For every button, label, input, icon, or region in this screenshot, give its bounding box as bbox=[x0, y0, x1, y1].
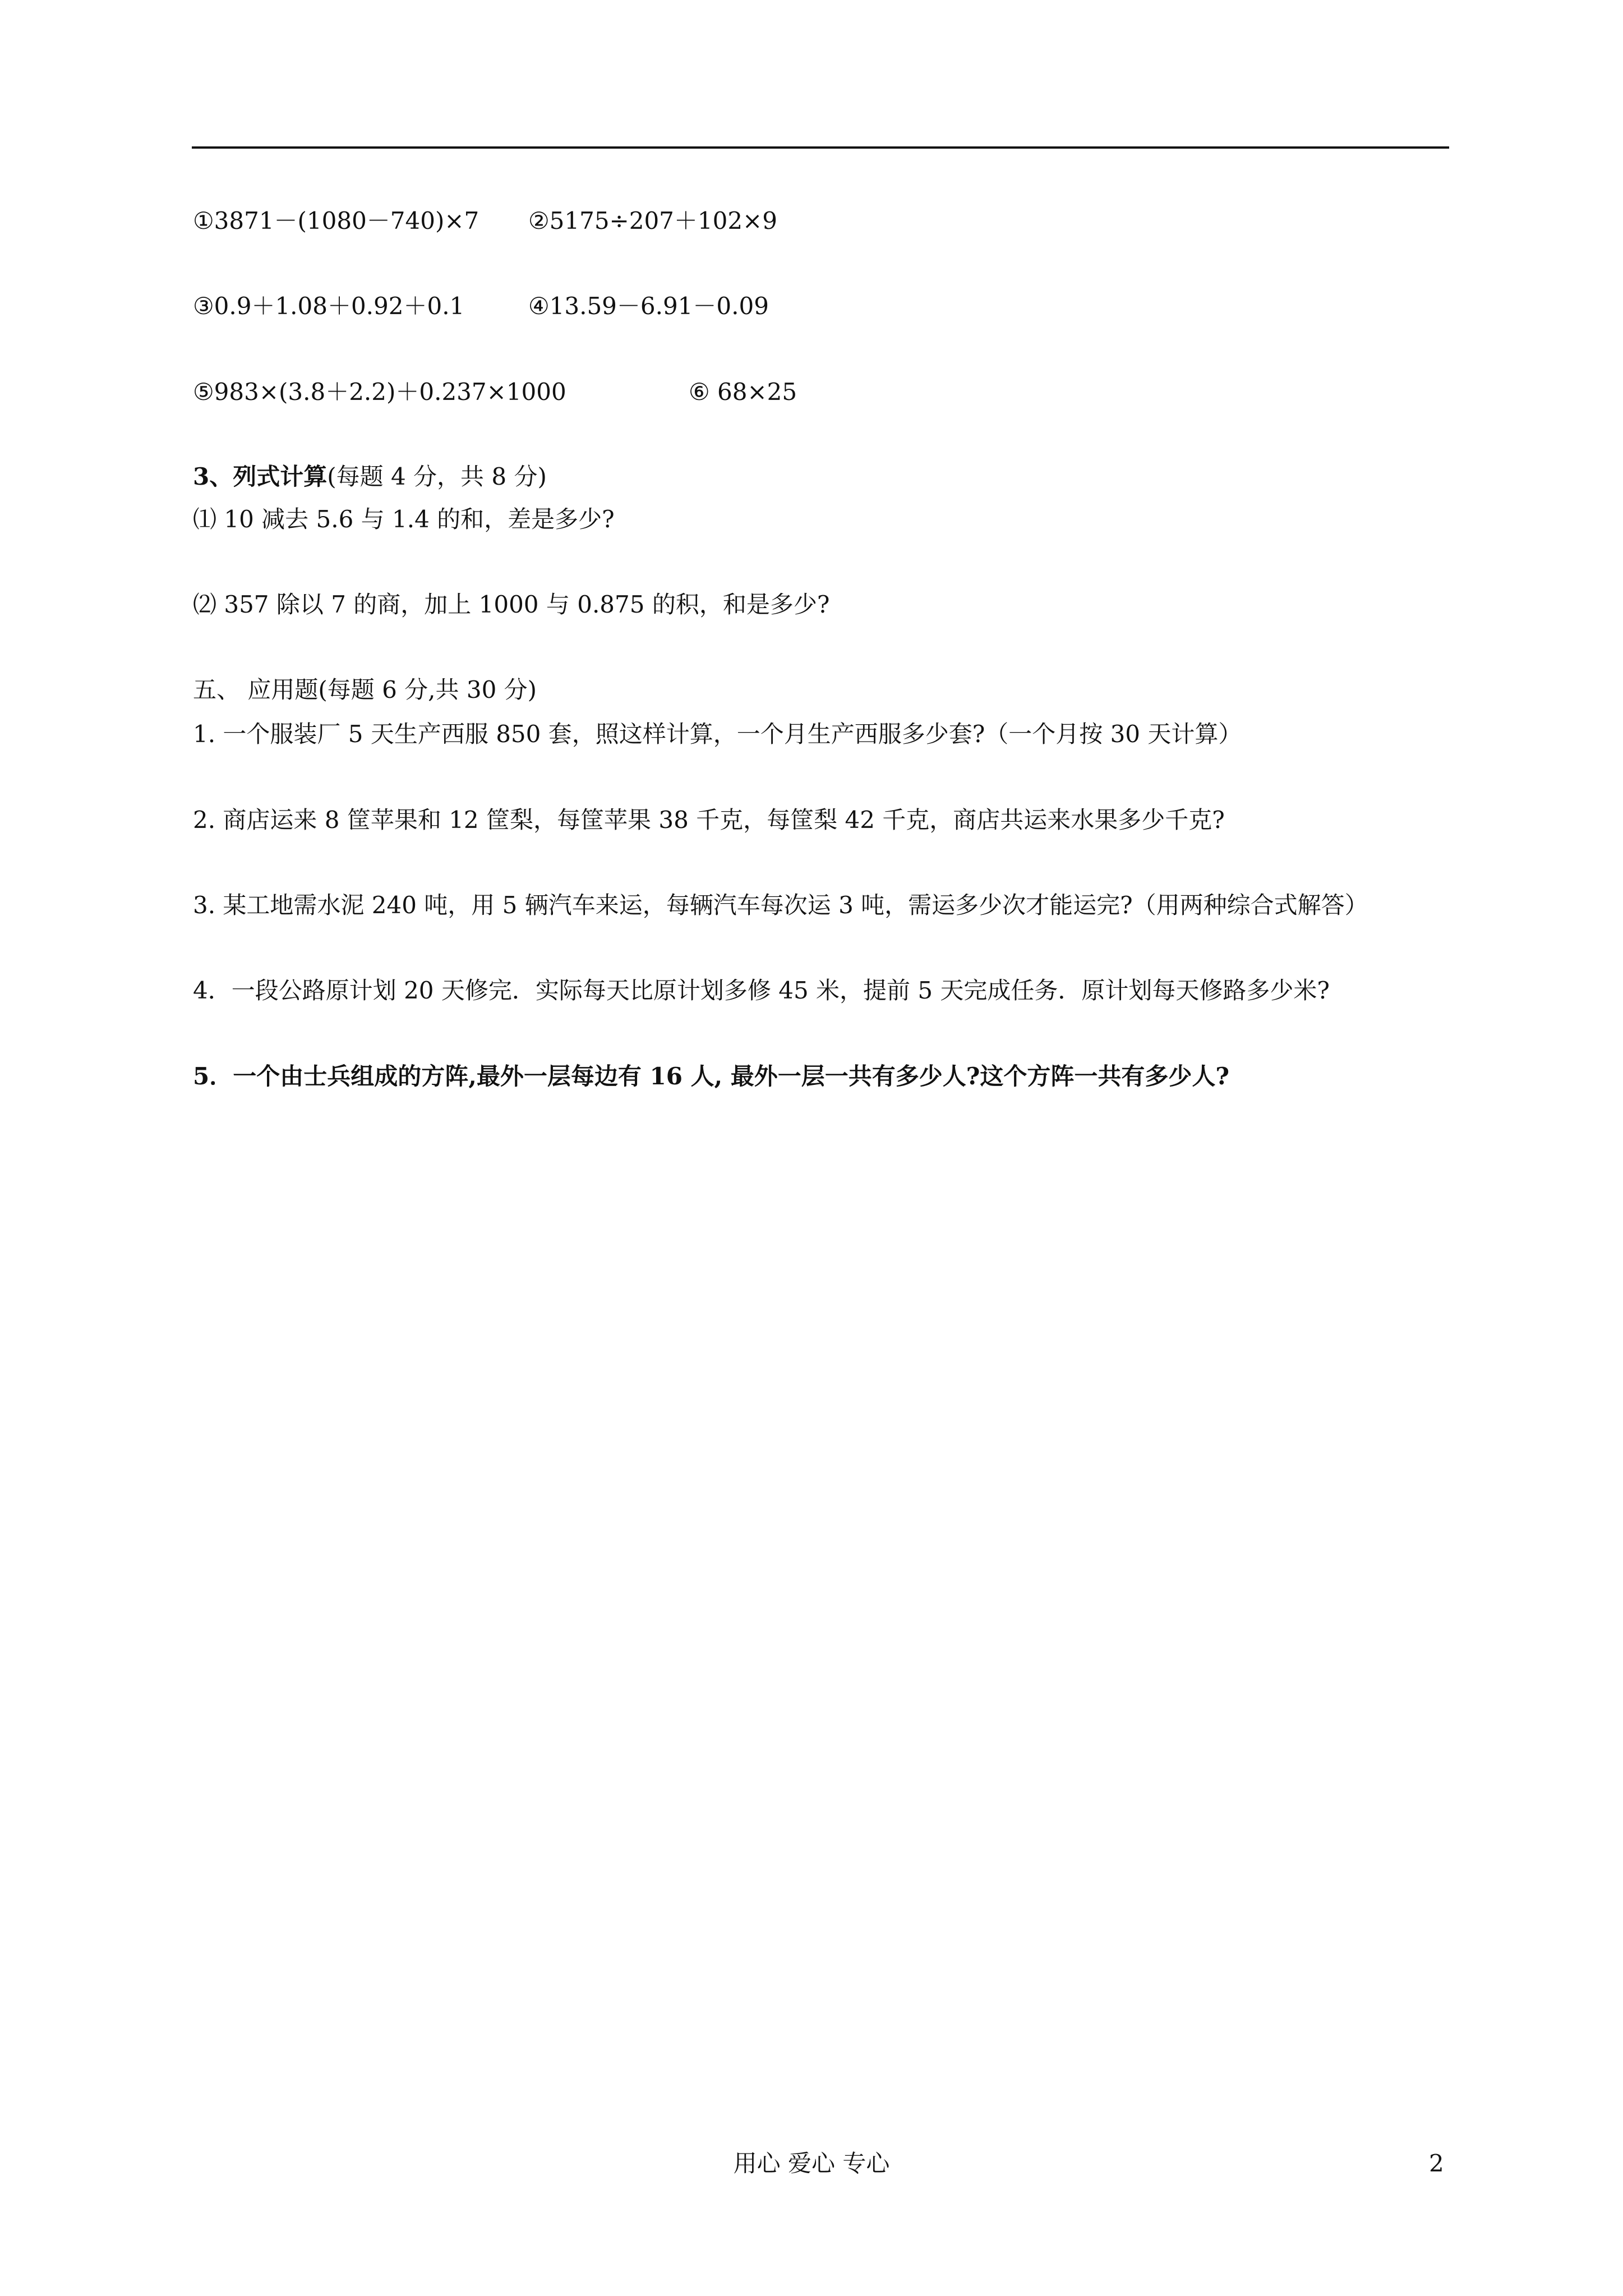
header-rule bbox=[192, 146, 1449, 149]
calc-problem-2: ②5175÷207＋102×9 bbox=[528, 207, 777, 234]
section-3-question-2: ⑵ 357 除以 7 的商，加上 1000 与 0.875 的积，和是多少? bbox=[193, 591, 830, 618]
section-5-question-5: 5．一个由士兵组成的方阵,最外一层每边有 16 人, 最外一层一共有多少人?这个方阵一共有多少人? bbox=[193, 1062, 1230, 1090]
calc-problem-5: ⑤983×(3.8＋2.2)＋0.237×1000 bbox=[193, 378, 566, 406]
section-5-question-2: 2. 商店运来 8 筐苹果和 12 筐梨，每筐苹果 38 千克，每筐梨 42 千克，商店共运来水果多少千克? bbox=[193, 806, 1225, 834]
section-5-question-4: 4．一段公路原计划 20 天修完．实际每天比原计划多修 45 米，提前 5 天完成任务．原计划每天修路多少米? bbox=[193, 977, 1330, 1004]
section-5-question-1: 1. 一个服装厂 5 天生产西服 850 套，照这样计算，一个月生产西服多少套?（一个月按 30 天计算） bbox=[193, 720, 1242, 748]
section-3-question-1: ⑴ 10 减去 5.6 与 1.4 的和，差是多少? bbox=[193, 505, 615, 533]
section-5-question-3: 3. 某工地需水泥 240 吨，用 5 辆汽车来运，每辆汽车每次运 3 吨，需运多少次才能运完?（用两种综合式解答） bbox=[193, 891, 1368, 919]
section-3-heading bbox=[193, 465, 547, 489]
footer-motto: 用心 爱心 专心 bbox=[733, 2150, 890, 2177]
calc-problem-4: ④13.59－6.91－0.09 bbox=[528, 292, 769, 320]
page-number: 2 bbox=[1429, 2150, 1444, 2177]
section-5-heading: 五、 应用题(每题 6 分,共 30 分) bbox=[193, 676, 537, 703]
calc-problem-3: ③0.9＋1.08＋0.92＋0.1 bbox=[193, 292, 465, 320]
calc-problem-1: ①3871－(1080－740)×7 bbox=[193, 207, 479, 234]
section-3-heading-points: (每题 4 分，共 8 分) bbox=[327, 463, 547, 490]
calc-problem-6: ⑥ 68×25 bbox=[689, 378, 797, 406]
section-3-heading-title: 3、列式计算 bbox=[193, 463, 328, 490]
